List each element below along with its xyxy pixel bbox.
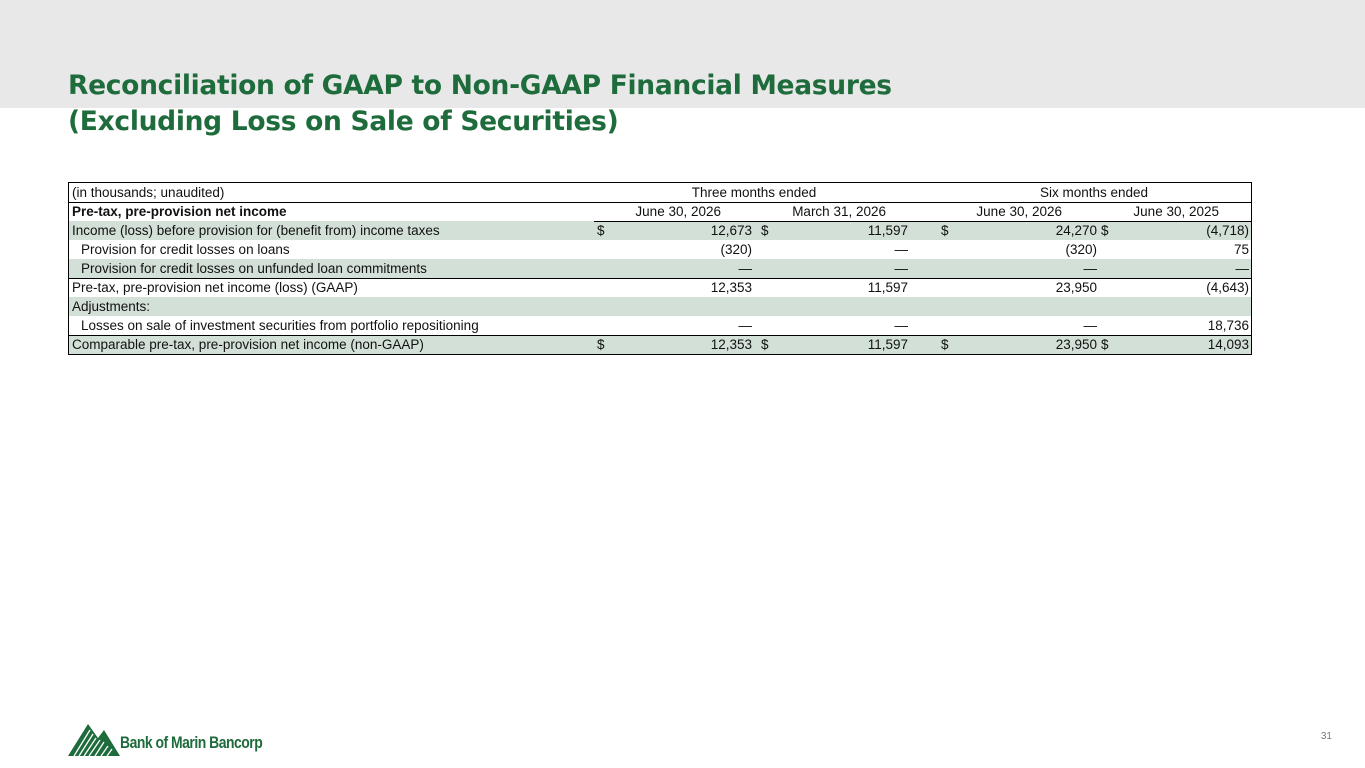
dollar-sign: $ <box>1101 337 1109 352</box>
logo-text: Bank of Marin Bancorp <box>120 733 263 752</box>
table-row <box>69 335 1251 354</box>
dollar-sign: $ <box>941 337 949 352</box>
dollar-sign: $ <box>597 337 605 352</box>
page-title-line1: Reconciliation of GAAP to Non-GAAP Financial Measures <box>68 70 892 101</box>
reconciliation-table <box>68 182 1252 355</box>
dollar-sign: $ <box>761 223 769 238</box>
table-row <box>69 221 1251 240</box>
column-header: June 30, 2025 <box>1133 204 1219 219</box>
row-label: Provision for credit losses on unfunded loan commitments <box>81 261 427 276</box>
row-value: — <box>894 318 908 333</box>
row-value: 11,597 <box>867 223 908 238</box>
row-value: 11,597 <box>867 280 908 295</box>
row-value: 14,093 <box>1207 337 1249 352</box>
row-value: (320) <box>1065 242 1097 257</box>
row-value: 11,597 <box>867 337 908 352</box>
row-value: 23,950 <box>1055 280 1097 295</box>
column-header: June 30, 2026 <box>976 204 1062 219</box>
dollar-sign: $ <box>597 223 605 238</box>
table-row <box>69 297 1251 316</box>
row-label: Income (loss) before provision for (benefit from) income taxes <box>72 223 440 238</box>
page-title-line2: (Excluding Loss on Sale of Securities) <box>68 106 619 137</box>
row-label: Provision for credit losses on loans <box>81 242 290 257</box>
row-value: 12,353 <box>710 337 752 352</box>
group-header-six-months: Six months ended <box>1039 185 1149 200</box>
row-value: — <box>1083 318 1097 333</box>
row-value: — <box>1083 261 1097 276</box>
row-label: Pre-tax, pre-provision net income (loss) (GAAP) <box>72 280 358 295</box>
table-row <box>69 259 1251 278</box>
row-value: — <box>738 318 752 333</box>
row-value: 75 <box>1233 242 1249 257</box>
row-label: Adjustments: <box>72 299 151 314</box>
row-value: (320) <box>720 242 752 257</box>
row-value: — <box>894 261 908 276</box>
row-value: — <box>894 242 908 257</box>
row-value: (4,718) <box>1206 223 1249 238</box>
column-header: March 31, 2026 <box>792 204 886 219</box>
table-column-header-row <box>69 202 1251 221</box>
dollar-sign: $ <box>1101 223 1109 238</box>
bank-logo <box>68 720 298 760</box>
column-header: June 30, 2026 <box>635 204 721 219</box>
table-header-row <box>69 183 1251 202</box>
section-title: Pre-tax, pre-provision net income <box>72 204 287 219</box>
row-value: 12,353 <box>710 280 752 295</box>
table-row <box>69 316 1251 335</box>
group-header-three-months: Three months ended <box>691 185 817 200</box>
dollar-sign: $ <box>761 337 769 352</box>
row-value: — <box>738 261 752 276</box>
mountain-logo-icon <box>68 720 120 758</box>
row-value: (4,643) <box>1206 280 1249 295</box>
table-row <box>69 278 1251 297</box>
row-value: 18,736 <box>1207 318 1249 333</box>
unit-note: (in thousands; unaudited) <box>72 185 225 200</box>
row-value: 23,950 <box>1055 337 1097 352</box>
row-label: Comparable pre-tax, pre-provision net income (non-GAAP) <box>72 337 424 352</box>
row-value: 12,673 <box>710 223 752 238</box>
dollar-sign: $ <box>941 223 949 238</box>
table-row <box>69 240 1251 259</box>
row-value: — <box>1235 261 1249 276</box>
page-number: 31 <box>1320 731 1332 742</box>
row-label: Losses on sale of investment securities from portfolio repositioning <box>81 318 479 333</box>
page-title <box>68 68 1268 140</box>
row-value: 24,270 <box>1055 223 1097 238</box>
